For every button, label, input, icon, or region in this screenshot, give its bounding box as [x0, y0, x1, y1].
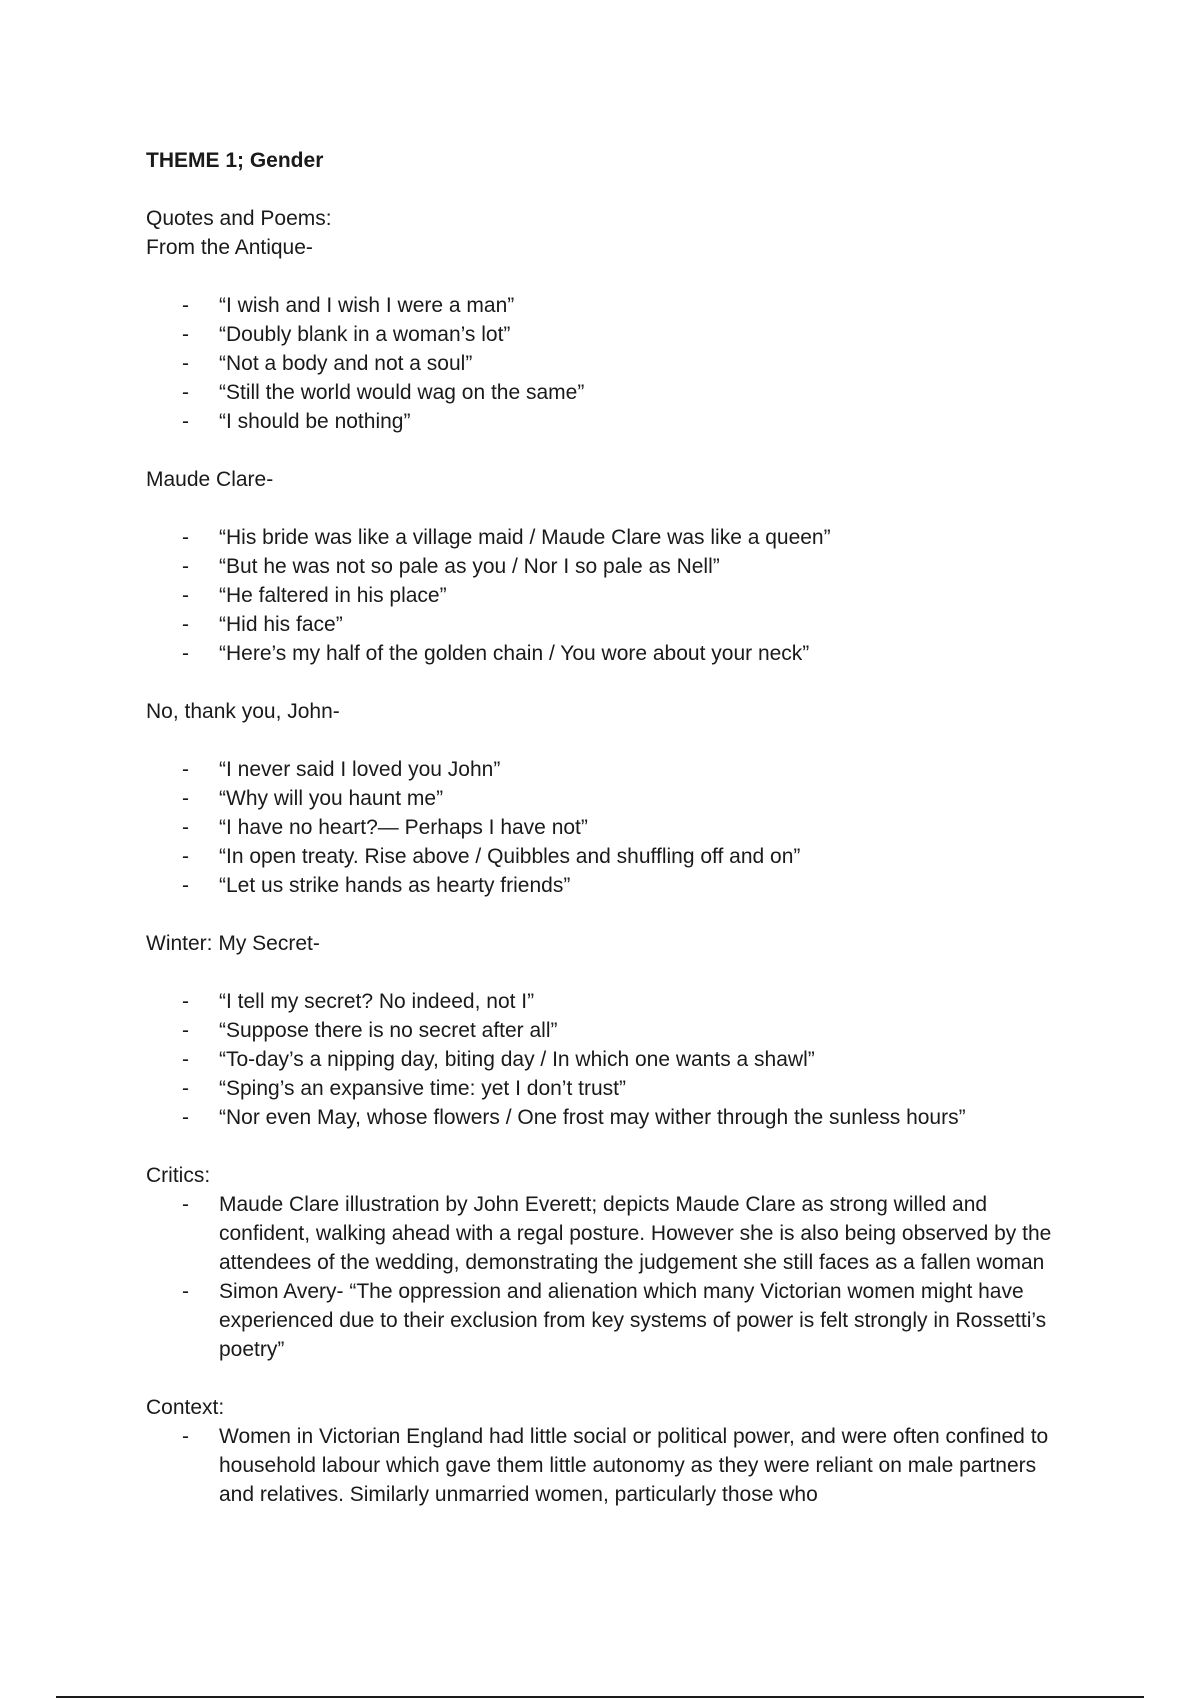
list-item: - “Nor even May, whose flowers / One frost may wither through the sunless hours” — [146, 1103, 1066, 1132]
list-item: - Women in Victorian England had little social or political power, and were often confined to household labour which gave them little autonomy as they were reliant on male partners and relatives. Similarly unmarried women, particularly those who — [146, 1422, 1066, 1509]
list-item: - “He faltered in his place” — [146, 581, 1066, 610]
quote-list-maude-clare — [146, 523, 1066, 668]
list-item: - “Hid his face” — [146, 610, 1066, 639]
list-item: - “Suppose there is no secret after all” — [146, 1016, 1066, 1045]
bullet-dash: - — [182, 352, 189, 375]
critics-list — [146, 1190, 1066, 1364]
bullet-dash: - — [182, 845, 189, 868]
context-list — [146, 1422, 1066, 1509]
bullet-dash: - — [182, 1106, 189, 1129]
section-heading-no-thank-you-john: No, thank you, John- — [146, 700, 340, 723]
bullet-dash: - — [182, 323, 189, 346]
section-heading-critics: Critics: — [146, 1164, 211, 1187]
list-item: - “I tell my secret? No indeed, not I” — [146, 987, 1066, 1016]
bullet-dash: - — [182, 526, 189, 549]
bullet-dash: - — [182, 1193, 189, 1216]
bullet-dash: - — [182, 613, 189, 636]
bullet-dash: - — [182, 1019, 189, 1042]
list-item: - “I should be nothing” — [146, 407, 1066, 436]
section-heading-from-the-antique: From the Antique- — [146, 236, 313, 259]
list-item: - “In open treaty. Rise above / Quibbles and shuffling off and on” — [146, 842, 1066, 871]
section-heading-winter-my-secret: Winter: My Secret- — [146, 932, 320, 955]
list-item: - “To-day’s a nipping day, biting day / In which one wants a shawl” — [146, 1045, 1066, 1074]
bullet-dash: - — [182, 1077, 189, 1100]
list-item: - “I never said I loved you John” — [146, 755, 1066, 784]
list-item: - Simon Avery- “The oppression and alienation which many Victorian women might have experienced due to their exclusion from key systems of power is felt strongly in Rossetti’s poetry” — [146, 1277, 1066, 1364]
bullet-dash: - — [182, 584, 189, 607]
quote-list-from-the-antique — [146, 291, 1066, 436]
bullet-dash: - — [182, 381, 189, 404]
document-page — [146, 146, 1066, 1509]
section-heading-maude-clare: Maude Clare- — [146, 468, 274, 491]
list-item: - “Here’s my half of the golden chain / You wore about your neck” — [146, 639, 1066, 668]
list-item: - “Not a body and not a soul” — [146, 349, 1066, 378]
bullet-dash: - — [182, 874, 189, 897]
list-item: - “Still the world would wag on the same” — [146, 378, 1066, 407]
list-item: - “Why will you haunt me” — [146, 784, 1066, 813]
bullet-dash: - — [182, 294, 189, 317]
list-item: - “His bride was like a village maid / Maude Clare was like a queen” — [146, 523, 1066, 552]
list-item: - “Doubly blank in a woman’s lot” — [146, 320, 1066, 349]
section-heading-context: Context: — [146, 1396, 225, 1419]
bullet-dash: - — [182, 555, 189, 578]
bullet-dash: - — [182, 787, 189, 810]
bullet-dash: - — [182, 990, 189, 1013]
bullet-dash: - — [182, 1425, 189, 1448]
bullet-dash: - — [182, 1280, 189, 1303]
bullet-dash: - — [182, 642, 189, 665]
list-item: - “I wish and I wish I were a man” — [146, 291, 1066, 320]
document-title: THEME 1; Gender — [146, 149, 324, 172]
list-item: - “Sping’s an expansive time: yet I don’t trust” — [146, 1074, 1066, 1103]
bullet-dash: - — [182, 816, 189, 839]
list-item: - “But he was not so pale as you / Nor I so pale as Nell” — [146, 552, 1066, 581]
intro-line: Quotes and Poems: — [146, 207, 332, 230]
page-bottom-rule — [56, 1696, 1144, 1698]
list-item: - “I have no heart?— Perhaps I have not” — [146, 813, 1066, 842]
quote-list-no-thank-you-john — [146, 755, 1066, 900]
bullet-dash: - — [182, 1048, 189, 1071]
list-item: - Maude Clare illustration by John Everett; depicts Maude Clare as strong willed and confident, walking ahead with a regal posture. However she is also being observed by the attendees of the wedding, demonstrating the judgement she still faces as a fallen woman — [146, 1190, 1066, 1277]
bullet-dash: - — [182, 410, 189, 433]
bullet-dash: - — [182, 758, 189, 781]
list-item: - “Let us strike hands as hearty friends” — [146, 871, 1066, 900]
quote-list-winter-my-secret — [146, 987, 1066, 1132]
